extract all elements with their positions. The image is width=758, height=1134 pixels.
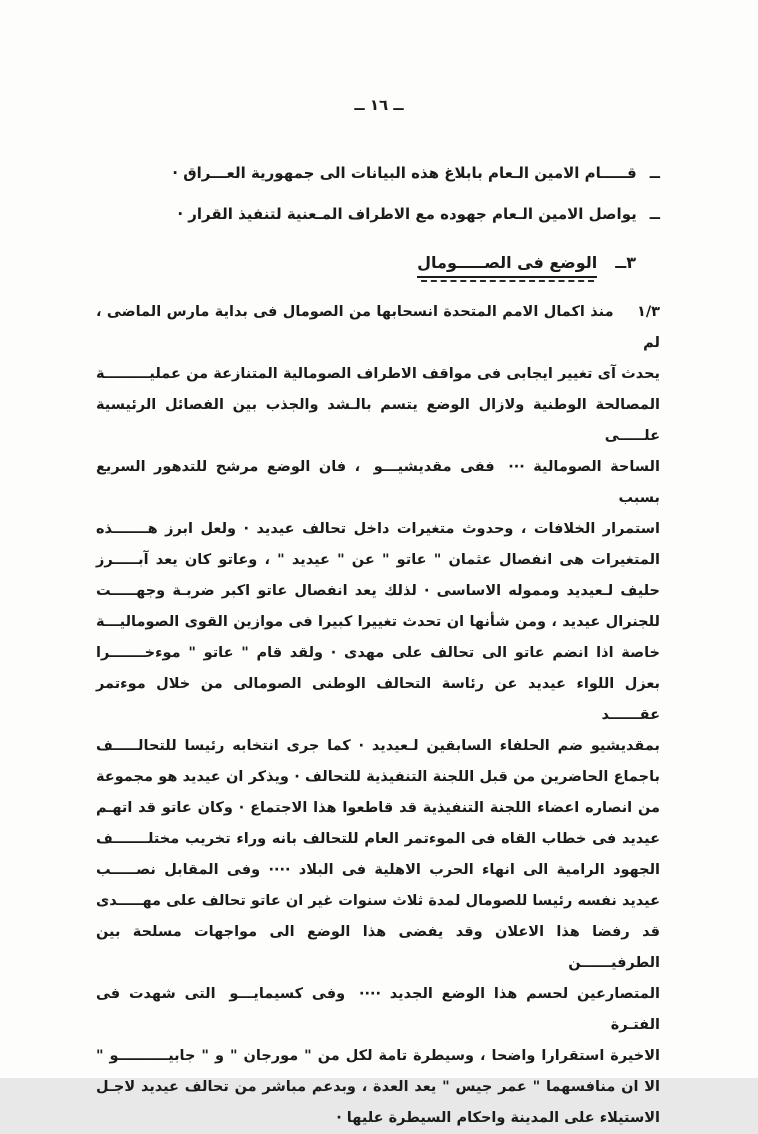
bold-run: ففى مقديشيـــو bbox=[373, 459, 495, 475]
page-number: ــ ١٦ ــ bbox=[354, 96, 404, 114]
paragraph-line bbox=[96, 731, 660, 762]
bullet-item bbox=[96, 162, 660, 184]
text-run: الجهود الرامية الى انهاء الحرب الاهلية فى البلاد ···· وفى المقابل نصـــــب bbox=[96, 862, 660, 878]
dash-bullet-icon: ــ bbox=[649, 164, 660, 182]
paragraph-line bbox=[96, 359, 660, 390]
bold-run: وفى كسيمايـــو bbox=[229, 986, 346, 1002]
text-run: بعزل اللواء عيديد عن رئاسة التحالف الوطنى الصومالى من خلال موءتمر عقــــــد bbox=[96, 676, 660, 723]
text-run: قد رفضا هذا الاعلان وقد يفضى هذا الوضع الى مواجهات مسلحة بين الطرفيــــــن bbox=[96, 924, 660, 971]
bullet-text: يواصل الامين الـعام جهوده مع الاطراف المـعنية لتنفيذ القرار · bbox=[177, 205, 637, 223]
paragraph-line bbox=[96, 669, 660, 731]
bullet-list bbox=[96, 162, 660, 244]
paragraph-line bbox=[96, 452, 660, 514]
dash-bullet-icon: ــ bbox=[649, 205, 660, 223]
text-run: منذ اكمال الامم المتحدة انسحابها من الصومال فى بداية مارس الماضى ، لم bbox=[96, 304, 660, 351]
bullet-item bbox=[96, 203, 660, 225]
text-run: خاصة اذا انضم عاتو الى تحالف على مهدى · ولقد قام " عاتو " موءخـــــــرا bbox=[96, 645, 660, 661]
section-heading bbox=[417, 253, 636, 282]
text-run: حليف لـعيديد ومموله الاساسى · لذلك يعد انفصال عاتو اكبر ضربـة وجهـــــت bbox=[96, 583, 660, 599]
paragraph-line bbox=[96, 638, 660, 669]
text-run: الساحة الصومالية ··· bbox=[508, 459, 660, 475]
paragraph-line bbox=[96, 390, 660, 452]
text-run: بمقديشيو ضم الحلفاء السابقين لـعيديد · كما جرى انتخابه رئيسا للتحالـــــف bbox=[96, 738, 660, 754]
text-run: باجماع الحاضرين من قبل اللجنة التنفيذية للتحالف · ويذكر ان عيديد هو مجموعة bbox=[96, 769, 660, 785]
text-run: استمرار الخلافات ، وحدوث متغيرات داخل تحالف عيديد · ولعل ابرز هـــــــذه bbox=[96, 521, 660, 537]
paragraph-line bbox=[96, 297, 660, 359]
paragraph-line bbox=[96, 855, 660, 886]
text-run: عيديد فى خطاب القاه فى الموءتمر العام للتحالف بانه وراء تخريب مختلـــــــف bbox=[96, 831, 660, 847]
paragraph-number: ١/٣ bbox=[637, 304, 660, 320]
paragraph-line bbox=[96, 917, 660, 979]
paragraph-line bbox=[96, 1103, 660, 1134]
paragraph-line bbox=[96, 576, 660, 607]
text-run: الاستيلاء على المدينة واحكام السيطرة عليها · bbox=[336, 1110, 660, 1126]
text-run: عيديد نفسه رئيسا للصومال لمدة ثلاث سنوات غير ان عاتو تحالف على مهـــــدى bbox=[96, 893, 660, 909]
paragraph-line bbox=[96, 545, 660, 576]
main-paragraph bbox=[96, 297, 660, 1134]
text-run: ، فان الوضع مرشح للتدهور السريع بسبب bbox=[96, 459, 660, 506]
paragraph-line bbox=[96, 979, 660, 1041]
dashed-underline bbox=[421, 280, 594, 282]
paragraph-line bbox=[96, 1041, 660, 1072]
text-run: المتغيرات هى انفصال عثمان " عاتو " عن " عيديد " ، وعاتو كان يعد آبـــــرز bbox=[96, 552, 660, 568]
section-number: ٣ــ bbox=[615, 253, 636, 272]
text-run: المتصارعين لحسم هذا الوضع الجديد ···· bbox=[358, 986, 660, 1002]
text-run: يحدث آى تغيير ايجابى فى مواقف الاطراف الصومالية المتنازعة من عمليـــــــــة bbox=[96, 366, 660, 382]
paragraph-line bbox=[96, 514, 660, 545]
section-title: الوضع فى الصـــــومال bbox=[417, 253, 597, 278]
text-run: التى شهدت فى الفتـرة bbox=[96, 986, 660, 1033]
paragraph-line bbox=[96, 793, 660, 824]
text-run: الا ان منافسهما " عمر جيس " يعد العدة ، وبدعم مباشر من تحالف عيديد لاجـل bbox=[96, 1079, 660, 1095]
paragraph-line bbox=[96, 762, 660, 793]
bullet-text: قـــــام الامين الـعام بابلاغ هذه البيانات الى جمهورية العـــراق · bbox=[172, 164, 637, 182]
paragraph-line bbox=[96, 886, 660, 917]
paragraph-line bbox=[96, 1072, 660, 1103]
text-run: من انصاره اعضاء اللجنة التنفيذية قد قاطعوا هذا الاجتماع · وكان عاتو قد اتهـم bbox=[96, 800, 660, 816]
paragraph-line bbox=[96, 824, 660, 855]
text-run: الاخيرة استقرارا واضحا ، وسيطرة تامة لكل من " مورجان " و " جابيــــــــــو " bbox=[96, 1048, 660, 1064]
text-run: المصالحة الوطنية ولازال الوضع يتسم بالـشد والجذب بين الفصائل الرئيسية علـــــى bbox=[96, 397, 660, 444]
paragraph-line bbox=[96, 607, 660, 638]
section-title-stack bbox=[417, 253, 597, 282]
text-run: للجنرال عيديد ، ومن شأنها ان تحدث تغييرا كبيرا فى موازين القوى الصوماليـــة bbox=[96, 614, 660, 630]
